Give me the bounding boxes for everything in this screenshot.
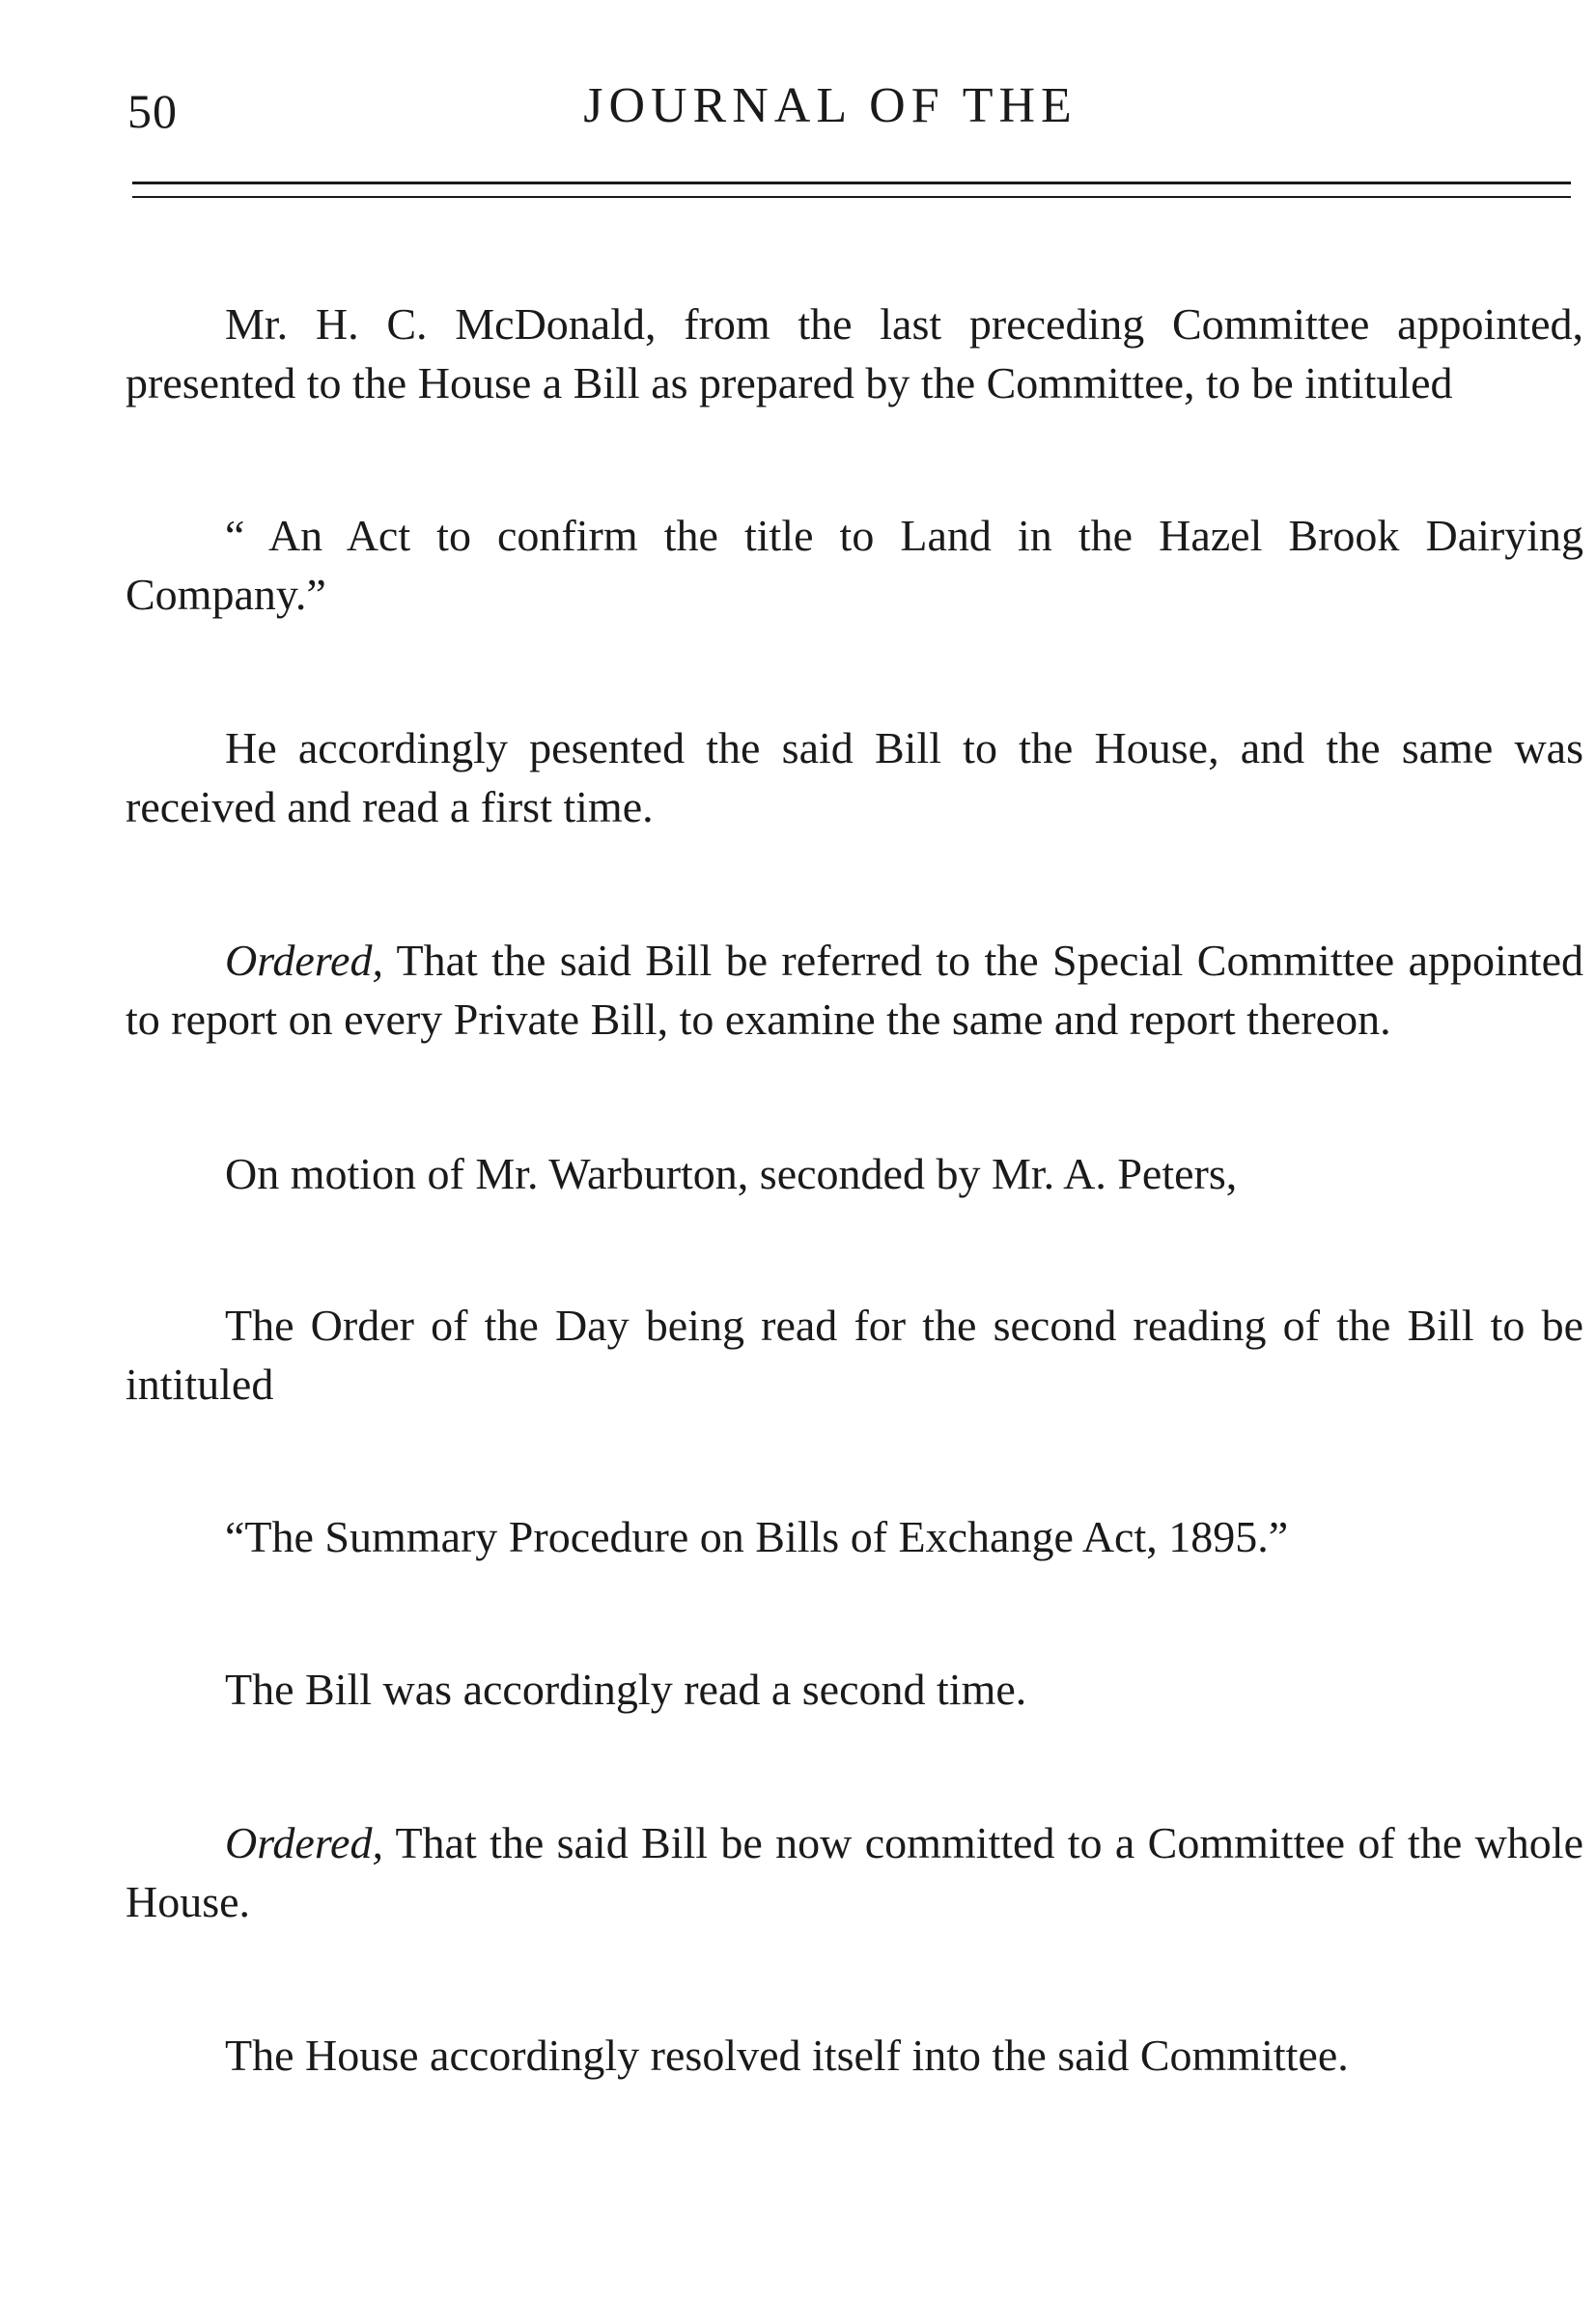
paragraph-first-reading: He accordingly pesented the said Bill to the House, and the same was received and read a first time. — [126, 723, 1583, 831]
page-number: 50 — [127, 84, 178, 138]
paragraph-motion: On motion of Mr. Warburton, seconded by Mr. A. Peters, — [225, 1149, 1238, 1198]
paragraph-second-reading: The Bill was accordingly read a second time. — [225, 1665, 1027, 1714]
paragraph-ordered-committed: Ordered, That the said Bill be now committed to a Committee of the whole House. — [126, 1818, 1583, 1926]
ordered-lead: Ordered, — [225, 1818, 383, 1867]
paragraph-house-resolved: The House accordingly resolved itself into the said Committee. — [225, 2031, 1349, 2080]
paragraph-mcdonald-bill: Mr. H. C. McDonald, from the last preceding Committee appointed, presented to the House a Bill as prepared by the Committee, to be intituled — [126, 299, 1583, 407]
journal-body — [126, 294, 1583, 2085]
running-title — [126, 77, 1574, 134]
page-header — [126, 77, 1574, 145]
running-title-text: JOURNAL OF THE — [583, 78, 1078, 133]
bill-title-hazel-brook: “ An Act to confirm the title to Land in the Hazel Brook Dairying Company.” — [126, 511, 1583, 619]
paragraph-ordered-referral: Ordered, That the said Bill be referred to the Special Committee appointed to report on every Private Bill, to examine the same and report thereon. — [126, 936, 1583, 1044]
header-double-rule — [132, 182, 1571, 198]
ordered-lead: Ordered, — [225, 936, 383, 985]
paragraph-order-of-day: The Order of the Day being read for the second reading of the Bill to be intituled — [126, 1301, 1583, 1409]
bill-title-summary-procedure: “The Summary Procedure on Bills of Exchange Act, 1895.” — [225, 1512, 1289, 1561]
